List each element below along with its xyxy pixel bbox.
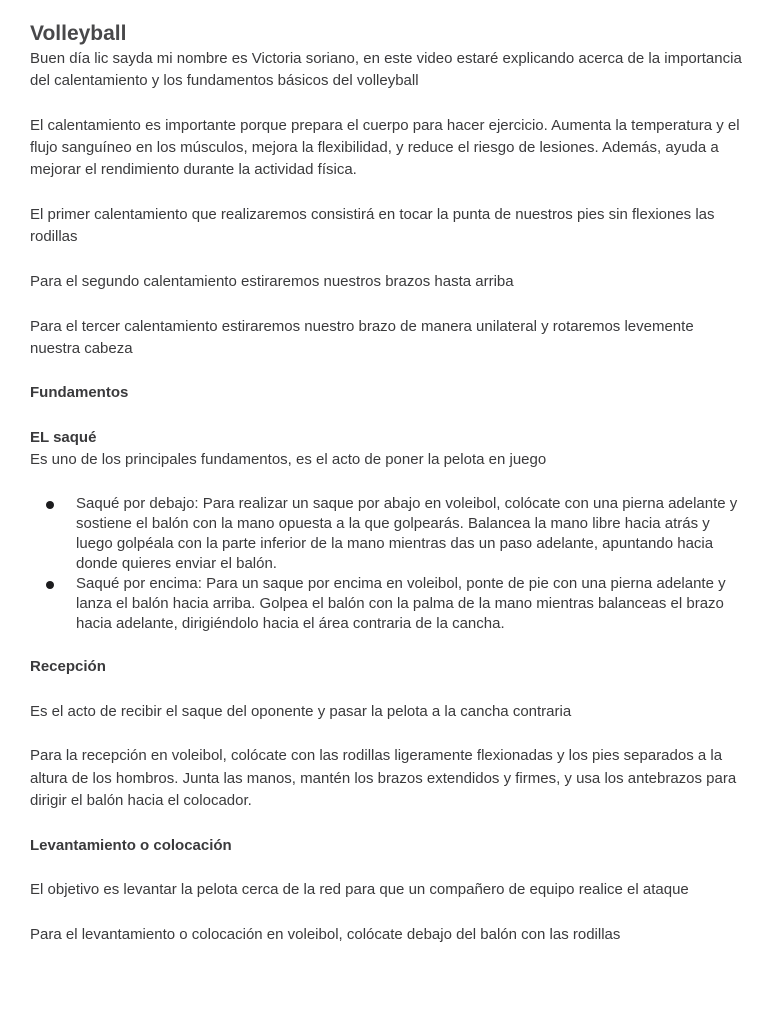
spacer (30, 293, 742, 315)
setting-description: El objetivo es levantar la pelota cerca de la red para que un compañero de equipo realice el ataque (30, 881, 689, 899)
spacer (30, 405, 742, 427)
spacer (30, 360, 742, 382)
serve-list (30, 494, 742, 634)
warmup-third-paragraph: Para el tercer calentamiento estiraremos nuestro brazo de manera unilateral y rotaremos levemente nuestra cabeza (30, 317, 694, 357)
spacer (30, 857, 742, 879)
warmup-importance-paragraph: El calentamiento es importante porque prepara el cuerpo para hacer ejercicio. Aumenta la temperatura y el flujo sanguíneo en los músculos, mejora la flexibilidad, y reduce el riesgo de lesiones. Además, ayuda a mejorar el rendimiento durante la actividad física. (30, 116, 740, 179)
reception-description: Es el acto de recibir el saque del oponente y pasar la pelota a la cancha contraria (30, 702, 572, 720)
list-item (30, 494, 742, 574)
setting-heading: Levantamiento o colocación (30, 836, 232, 854)
spacer (30, 182, 742, 204)
bullet-icon (46, 581, 54, 589)
reception-how-to: Para la recepción en voleibol, colócate con las rodillas ligeramente flexionadas y los pies separados a la altura de los hombros. Junta las manos, mantén los brazos extendidos y firmes, y usa los antebrazos para dirigir el balón hacia el colocador. (30, 747, 737, 810)
list-item (30, 574, 742, 634)
spacer (30, 249, 742, 271)
spacer (30, 472, 742, 494)
list-item-text: Saqué por encima: Para un saque por encima en voleibol, ponte de pie con una pierna adelante y lanza el balón hacia arriba. Golpea el balón con la palma de la mano mientras balanceas el brazo hacia adelante, dirigiéndolo hacia el área contraria de la cancha. (76, 574, 726, 632)
spacer (30, 902, 742, 924)
document-page (30, 20, 742, 946)
spacer (30, 634, 742, 656)
serve-description: Es uno de los principales fundamentos, es el acto de poner la pelota en juego (30, 451, 547, 469)
list-item-text: Saqué por debajo: Para realizar un saque por abajo en voleibol, colócate con una pierna adelante y sostiene el balón con la mano opuesta a la que golpearás. Balancea la mano libre hacia atrás y luego golpéala con la parte inferior de la mano mientras das un paso adelante, apuntando hacia donde quieres enviar el balón. (76, 494, 738, 572)
fundamentals-heading: Fundamentos (30, 384, 129, 402)
spacer (30, 812, 742, 834)
setting-how-to: Para el levantamiento o colocación en voleibol, colócate debajo del balón con las rodillas (30, 925, 621, 943)
intro-paragraph: Buen día lic sayda mi nombre es Victoria soriano, en este video estaré explicando acerca de la importancia del calentamiento y los fundamentos básicos del volleyball (30, 50, 742, 90)
serve-heading: EL saqué (30, 429, 97, 447)
document-title: Volleyball (30, 22, 127, 45)
warmup-second-paragraph: Para el segundo calentamiento estiraremos nuestros brazos hasta arriba (30, 272, 514, 290)
bullet-icon (46, 501, 54, 509)
spacer (30, 93, 742, 115)
spacer (30, 723, 742, 745)
spacer (30, 679, 742, 701)
reception-heading: Recepción (30, 658, 106, 676)
warmup-first-paragraph: El primer calentamiento que realizaremos consistirá en tocar la punta de nuestros pies sin flexiones las rodillas (30, 206, 715, 246)
